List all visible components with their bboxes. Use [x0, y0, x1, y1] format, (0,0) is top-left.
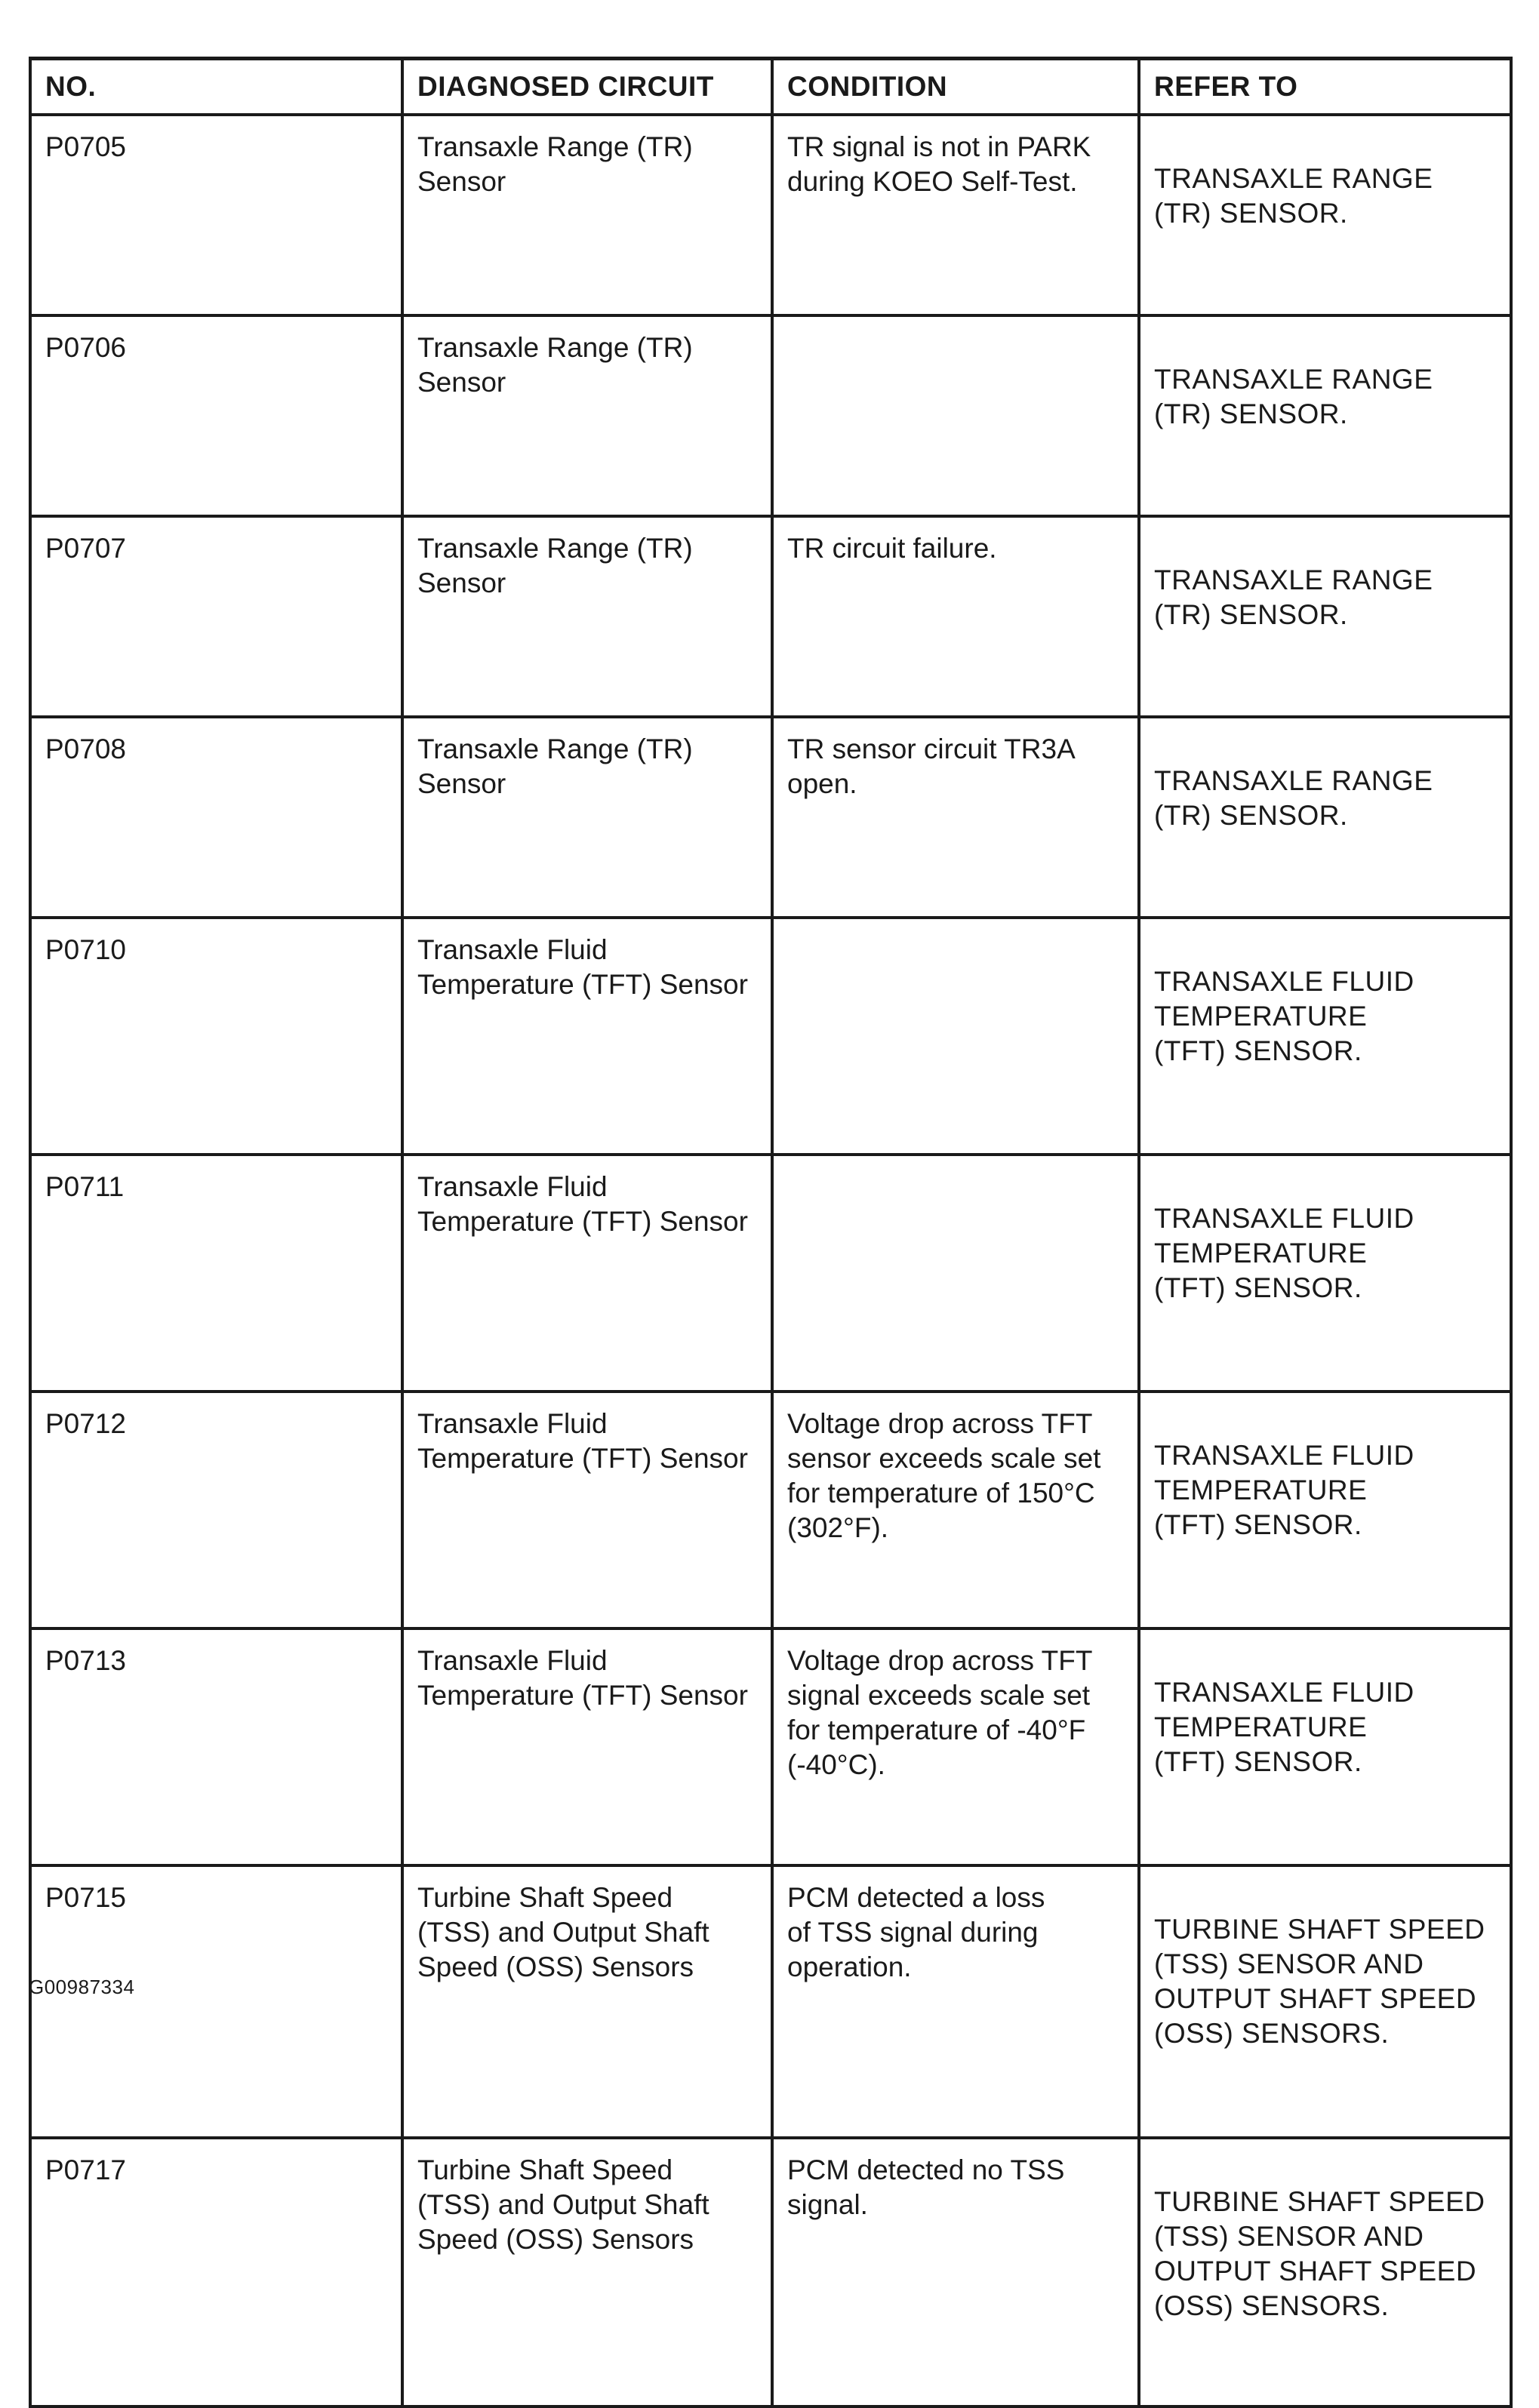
refer-to: TRANSAXLE RANGE (TR) SENSOR. [1139, 115, 1511, 315]
refer-to: TRANSAXLE FLUID TEMPERATURE (TFT) SENSOR. [1139, 1392, 1511, 1628]
refer-to: TURBINE SHAFT SPEED (TSS) SENSOR AND OUTPUT SHAFT SPEED (OSS) SENSORS. [1139, 1865, 1511, 2138]
dtc-code: P0708 [30, 717, 402, 918]
diagnosed-circuit: Transaxle Fluid Temperature (TFT) Sensor [402, 918, 772, 1155]
condition: TR sensor circuit TR3A open. [772, 717, 1139, 918]
table-row [30, 1865, 1511, 2138]
diagnosed-circuit: Transaxle Range (TR) Sensor [402, 516, 772, 717]
header-no: NO. [30, 59, 402, 115]
dtc-code: P0705 [30, 115, 402, 315]
figure-id: G00987334 [29, 1976, 135, 1998]
condition [772, 315, 1139, 516]
condition [772, 918, 1139, 1155]
refer-to: TRANSAXLE RANGE (TR) SENSOR. [1139, 717, 1511, 918]
condition: PCM detected a loss of TSS signal during operation. [772, 1865, 1139, 2138]
header-condition: CONDITION [772, 59, 1139, 115]
condition: TR signal is not in PARK during KOEO Self-Test. [772, 115, 1139, 315]
table-row [30, 516, 1511, 717]
condition [772, 1155, 1139, 1392]
condition: PCM detected no TSS signal. [772, 2138, 1139, 2406]
table-row [30, 1392, 1511, 1628]
diagnosed-circuit: Transaxle Range (TR) Sensor [402, 717, 772, 918]
condition: TR circuit failure. [772, 516, 1139, 717]
diagnosed-circuit: Transaxle Range (TR) Sensor [402, 115, 772, 315]
dtc-table [29, 57, 1513, 2408]
table-row [30, 717, 1511, 918]
diagnosed-circuit: Transaxle Fluid Temperature (TFT) Sensor [402, 1155, 772, 1392]
diagnosed-circuit: Transaxle Fluid Temperature (TFT) Sensor [402, 1628, 772, 1865]
table-row [30, 918, 1511, 1155]
diagnosed-circuit: Transaxle Range (TR) Sensor [402, 315, 772, 516]
dtc-code: P0707 [30, 516, 402, 717]
dtc-code: P0713 [30, 1628, 402, 1865]
table-row [30, 315, 1511, 516]
table-row [30, 1155, 1511, 1392]
table-row [30, 115, 1511, 315]
diagnosed-circuit: Turbine Shaft Speed (TSS) and Output Shaft Speed (OSS) Sensors [402, 2138, 772, 2406]
table-header-row [30, 59, 1511, 115]
dtc-code: P0715 [30, 1865, 402, 2138]
header-diagnosed-circuit: DIAGNOSED CIRCUIT [402, 59, 772, 115]
diagnosed-circuit: Transaxle Fluid Temperature (TFT) Sensor [402, 1392, 772, 1628]
refer-to: TRANSAXLE RANGE (TR) SENSOR. [1139, 315, 1511, 516]
condition: Voltage drop across TFT signal exceeds scale set for temperature of -40°F (-40°C). [772, 1628, 1139, 1865]
refer-to: TRANSAXLE FLUID TEMPERATURE (TFT) SENSOR. [1139, 918, 1511, 1155]
dtc-code: P0712 [30, 1392, 402, 1628]
dtc-code: P0711 [30, 1155, 402, 1392]
dtc-code: P0717 [30, 2138, 402, 2406]
table-row [30, 2138, 1511, 2406]
refer-to: TRANSAXLE RANGE (TR) SENSOR. [1139, 516, 1511, 717]
refer-to: TURBINE SHAFT SPEED (TSS) SENSOR AND OUTPUT SHAFT SPEED (OSS) SENSORS. [1139, 2138, 1511, 2406]
refer-to: TRANSAXLE FLUID TEMPERATURE (TFT) SENSOR. [1139, 1155, 1511, 1392]
refer-to: TRANSAXLE FLUID TEMPERATURE (TFT) SENSOR. [1139, 1628, 1511, 1865]
condition: Voltage drop across TFT sensor exceeds scale set for temperature of 150°C (302°F). [772, 1392, 1139, 1628]
diagnosed-circuit: Turbine Shaft Speed (TSS) and Output Shaft Speed (OSS) Sensors [402, 1865, 772, 2138]
dtc-code: P0710 [30, 918, 402, 1155]
table-row [30, 1628, 1511, 1865]
dtc-code: P0706 [30, 315, 402, 516]
header-refer-to: REFER TO [1139, 59, 1511, 115]
